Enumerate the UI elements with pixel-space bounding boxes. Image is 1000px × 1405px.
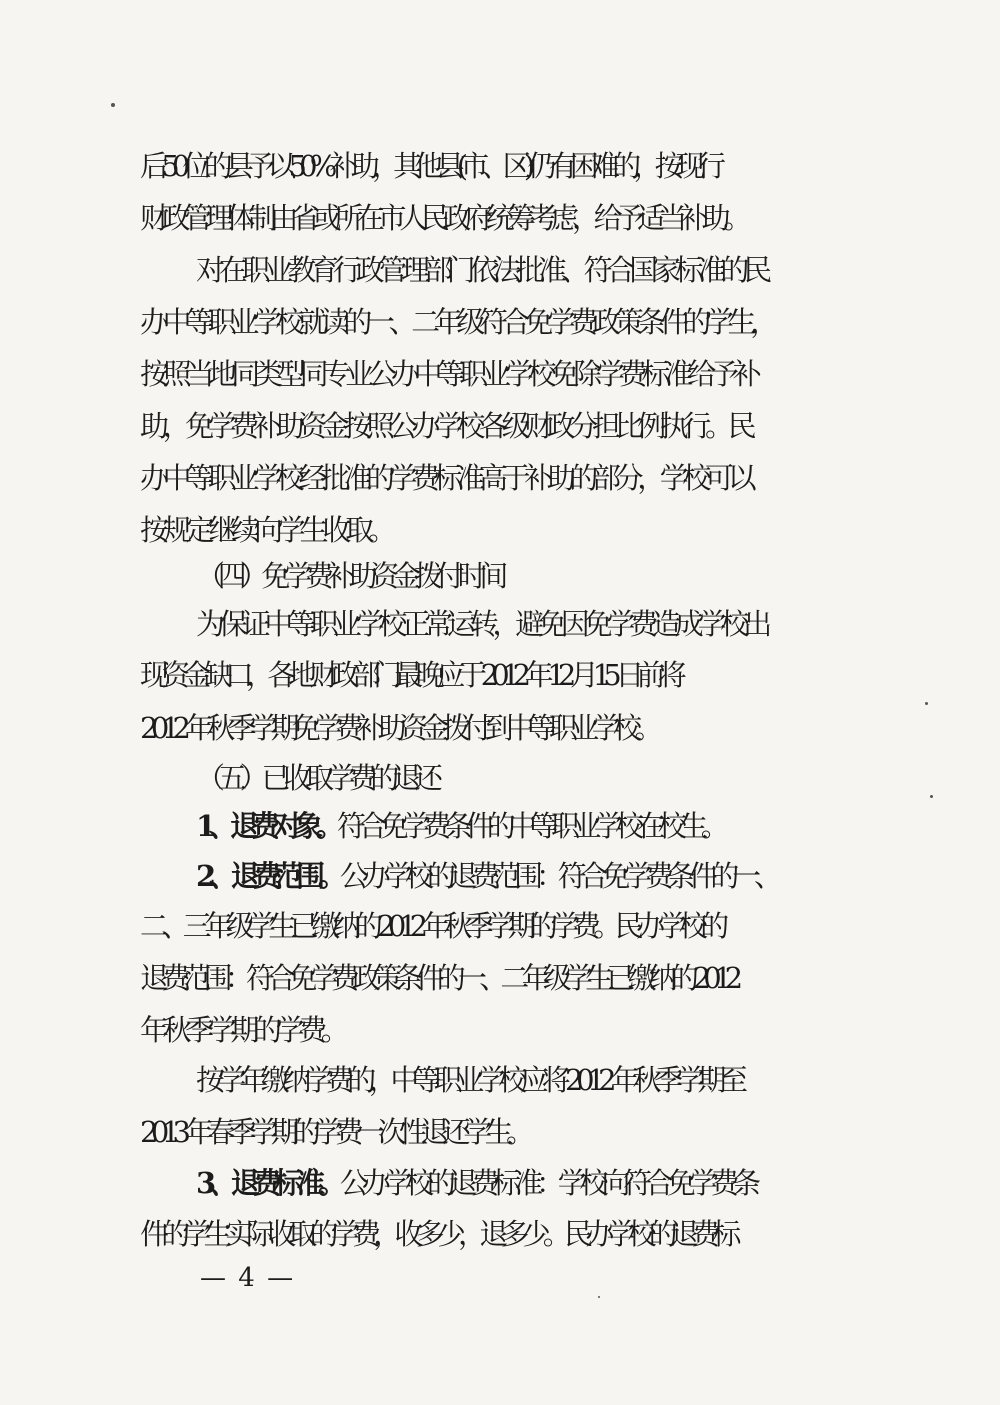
text-line-22: 件的学生实际收取的学费，收多少，退多少。民办学校的退费标 [140, 1217, 734, 1251]
section-heading-4: （四）免学费补助资金拨付时间 [196, 559, 502, 593]
scan-speck [598, 1296, 600, 1298]
text-line-8: 按规定继续向学生收取。 [140, 513, 391, 547]
text-line-21: 3、退费标准。公办学校的退费标准：学校向符合免学费条 [196, 1166, 754, 1200]
text-line-3: 对在职业教育行政管理部门依法批准、符合国家标准的民 [196, 253, 767, 287]
text-line-18: 年秋季学期的学费。 [140, 1013, 344, 1047]
text-line-1: 后50位的县予以50%补助，其他县(市、区)仍有困难的，按现行 [140, 149, 719, 183]
bold-term-refund-scope: 2、退费范围。 [196, 859, 340, 893]
text-line-11: 现资金缺口，各地财政部门最晚应于 2012 年 12 月 15 日前将 [140, 658, 679, 692]
text-line-12: 2012 年秋季学期免学费补助资金拨付到中等职业学校。 [140, 711, 656, 745]
text-line-5: 按照当地同类型同专业公办中等职业学校免除学费标准给予补 [140, 357, 756, 391]
bold-term-refund-standard: 3、退费标准。 [196, 1166, 340, 1200]
text-line-2: 财政管理体制由省或所在市人民政府统筹考虑，给予适当补助。 [140, 201, 745, 235]
text-line-7: 办中等职业学校经批准的学费标准高于补助的部分，学校可以 [140, 461, 751, 495]
text-line-14: 1、退费对象。符合免学费条件的中等职业学校在校生。 [196, 809, 723, 843]
text-line-17: 退费范围：符合免学费政策条件的一、二年级学生已缴纳的 2012 [140, 961, 736, 995]
text-line-15: 2、退费范围。公办学校的退费范围：符合免学费条件的一、 [196, 859, 776, 893]
text-line-6: 助，免学费补助资金按照公办学校各级财政分担比例执行。民 [140, 409, 751, 443]
section-heading-5: （五）已收取学费的退还 [196, 761, 436, 795]
scan-speck [925, 702, 928, 705]
text-line-10: 为保证中等职业学校正常运转，避免因免学费造成学校出 [196, 607, 767, 641]
text-line-20: 2013 年春季学期的学费一次性退还学生。 [140, 1115, 528, 1149]
text-line-4: 办中等职业学校就读的一、二年级符合免学费政策条件的学生， [140, 305, 773, 339]
text-line-16: 二、三年级学生已缴纳的 2012 年秋季学期的学费。民办学校的 [140, 909, 722, 943]
page-number: — 4 — [200, 1263, 296, 1293]
text-line-19: 按学年缴纳学费的，中等职业学校应将 2012 年秋季学期至 [196, 1063, 741, 1097]
scan-speck [930, 795, 933, 798]
scan-speck [111, 103, 115, 107]
bold-term-refund-target: 1、退费对象。 [196, 809, 337, 843]
